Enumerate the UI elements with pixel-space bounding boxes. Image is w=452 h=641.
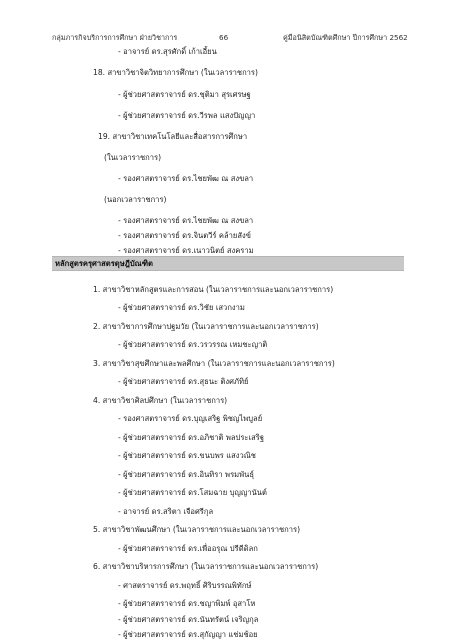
section-title: หลักสูตรครุศาสตรดุษฎีบัณฑิต bbox=[55, 259, 153, 268]
list-item: (ในเวลาราชการ) bbox=[104, 153, 162, 162]
list-item: 2. สาขาวิชาการศึกษาปฐมวัย (ในเวลาราชการและนอกเวลาราชการ) bbox=[93, 322, 319, 331]
list-item: - รองศาสตราจารย์ ดร.บุญเสริฐ พิชญไพบูลย์ bbox=[118, 414, 263, 423]
list-item: - ผู้ช่วยศาสตราจารย์ ดร.วิชัย เสวกงาม bbox=[118, 303, 245, 312]
list-item: 3. สาขาวิชาสุขศึกษาและพลศึกษา (ในเวลาราชการและนอกเวลาราชการ) bbox=[93, 359, 335, 368]
list-item: - ผู้ช่วยศาสตราจารย์ ดร.อภิชาติ พลประเสริฐ bbox=[118, 433, 265, 442]
list-item: - อาจารย์ ดร.สุรศักดิ์ เก้าเอี้ยน bbox=[118, 47, 217, 56]
list-item: 6. สาขาวิชาบริหารการศึกษา (ในเวลาราชการและนอกเวลาราชการ) bbox=[93, 562, 319, 571]
header-left-text: กลุ่มภารกิจบริการการศึกษา ฝ่ายวิชาการ bbox=[52, 33, 178, 42]
list-item: - ผู้ช่วยศาสตราจารย์ ดร.สุกัญญา แช่มช้อย bbox=[118, 630, 258, 639]
list-item: 18. สาขาวิชาจิตวิทยาการศึกษา (ในเวลาราชการ) bbox=[93, 68, 258, 77]
list-item: - ผู้ช่วยศาสตราจารย์ ดร.ชุติมา สุรเศรษฐ bbox=[118, 90, 251, 99]
list-item: - ผู้ช่วยศาสตราจารย์ ดร.เพื่ออรุณ ปรีดีดิลก bbox=[118, 544, 258, 553]
list-item: - รองศาสตราจารย์ ดร.เนาวนิตย์ สงคราม bbox=[118, 246, 254, 255]
list-item: 19. สาขาวิชาเทคโนโลยีและสื่อสารการศึกษา bbox=[98, 132, 248, 141]
list-item: - ผู้ช่วยศาสตราจารย์ ดร.สุธนะ ติงศภัทิย์ bbox=[118, 377, 249, 386]
list-item: - รองศาสตราจารย์ ดร.ไชยพัฒ ณ สงขลา bbox=[118, 174, 254, 183]
list-item: - ผู้ช่วยศาสตราจารย์ ดร.วรวรรณ เหมชะญาติ bbox=[118, 340, 268, 349]
page-number: 66 bbox=[219, 33, 229, 42]
list-item: 5. สาขาวิชาพัฒนศึกษา (ในเวลาราชการและนอกเวลาราชการ) bbox=[93, 525, 301, 534]
list-item: - ผู้ช่วยศาสตราจารย์ ดร.นันทรัตน์ เจริญกุล bbox=[118, 615, 259, 624]
list-item: - ผู้ช่วยศาสตราจารย์ ดร.อินทิรา พรมพันธุ์ bbox=[118, 470, 254, 479]
header-right-text: คู่มือนิสิตบัณฑิตศึกษา ปีการศึกษา 2562 bbox=[283, 33, 408, 42]
list-item: - อาจารย์ ดร.สริตา เจือศรีกุล bbox=[118, 507, 214, 516]
list-item: - รองศาสตราจารย์ ดร.จินตวีร์ คล้ายสังข์ bbox=[118, 231, 251, 240]
list-item: 1. สาขาวิชาหลักสูตรและการสอน (ในเวลาราชการและนอกเวลาราชการ) bbox=[93, 285, 334, 294]
list-item: 4. สาขาวิชาศิลปศึกษา (ในเวลาราชการ) bbox=[93, 396, 228, 405]
list-item: - ผู้ช่วยศาสตราจารย์ ดร.วีรพล แสงปัญญา bbox=[118, 111, 256, 120]
list-item: - ศาสตราจารย์ ดร.พฤทธิ์ ศิริบรรณพิทักษ์ bbox=[118, 581, 252, 590]
list-item: (นอกเวลาราชการ) bbox=[104, 195, 167, 204]
list-item: - ผู้ช่วยศาสตราจารย์ ดร.ชญาพิมพ์ อุสาโห bbox=[118, 599, 256, 608]
list-item: - รองศาสตราจารย์ ดร.ไชยพัฒ ณ สงขลา bbox=[118, 216, 254, 225]
section-header-band bbox=[52, 256, 404, 271]
list-item: - ผู้ช่วยศาสตราจารย์ ดร.ขนบพร แสงวณิช bbox=[118, 451, 256, 460]
list-item: - ผู้ช่วยศาสตราจารย์ ดร.โสมฉาย บุญญานันต์ bbox=[118, 488, 267, 497]
